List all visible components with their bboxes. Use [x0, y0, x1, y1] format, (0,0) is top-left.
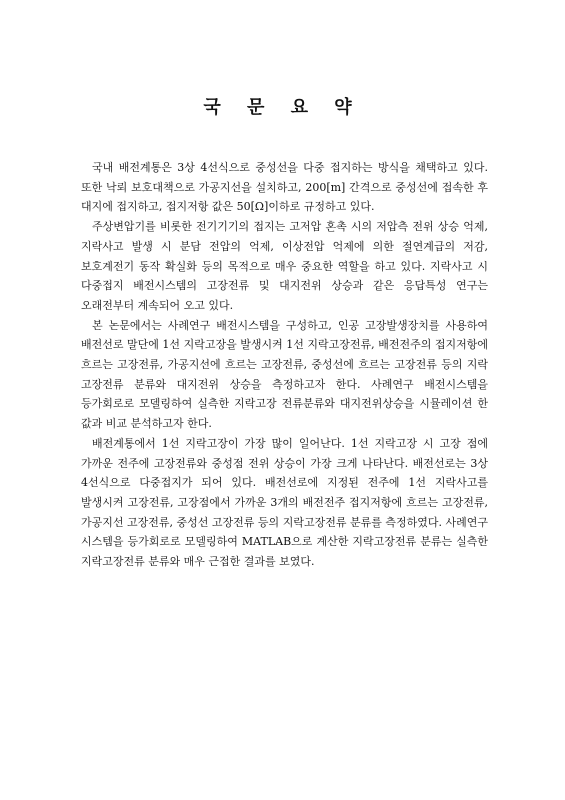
paragraph-4: 배전계통에서 1선 지락고장이 가장 많이 일어난다. 1선 지락고장 시 고장 점에 가까운 전주에 고장전류와 중성점 전위 상승이 가장 크게 나타난다. 배전선로는 3상 4선식으로 다중접지가 되어 있다. 배전선로에 지정된 전주에 1선 지락사고를 발생시켜 고장전류, 고장점에서 가까운 3개의 배전전주 접지저항에 흐르는 고장전류, 가공지선 고장전류, 중성선 고장전류 등의 지락고장전류 분류를 측정하였다. 사례연구 시스템을 등가회로로 모델링하여 MATLAB으로 계산한 지락고장전류 분류는 실측한 지락고장전류 분류와 매우 근접한 결과를 보였다. [81, 436, 488, 569]
page-title: 국 문 요 약 [203, 97, 362, 118]
paragraph-3: 본 논문에서는 사례연구 배전시스템을 구성하고, 인공 고장발생장치를 사용하여 배전선로 말단에 1선 지락고장을 발생시켜 1선 지락고장전류, 배전전주의 접지저항에 흐르는 고장전류, 가공지선에 흐르는 고장전류, 중성선에 흐르는 고장전류 등의 지락 고장전류 분류와 대지전위 상승을 측정하고자 한다. 사례연구 배전시스템을 등가회로로 모델링하여 실측한 지락고장 전류분류와 대지전위상승을 시뮬레이션 한 값과 비교 분석하고자 한다. [81, 318, 488, 431]
paragraph-2: 주상변압기를 비롯한 전기기기의 접지는 고저압 혼촉 시의 저압측 전위 상승 억제, 지락사고 발생 시 분담 전압의 억제, 이상전압 억제에 의한 절연계급의 저감, 보호계전기 동작 확실화 등의 목적으로 매우 중요한 역할을 하고 있다. 지락사고 시 다중접지 배전시스템의 고장전류 및 대지전위 상승과 같은 응답특성 연구는 오래전부터 계속되어 오고 있다. [81, 220, 488, 312]
paragraph-1: 국내 배전계통은 3상 4선식으로 중성선을 다중 접지하는 방식을 채택하고 있다. 또한 낙뢰 보호대책으로 가공지선을 설치하고, 200[m] 간격으로 중성선에 접속한 후 대지에 접지하고, 접지저항 값은 50[Ω]이하로 규정하고 있다. [81, 161, 488, 214]
abstract-body [81, 158, 488, 572]
